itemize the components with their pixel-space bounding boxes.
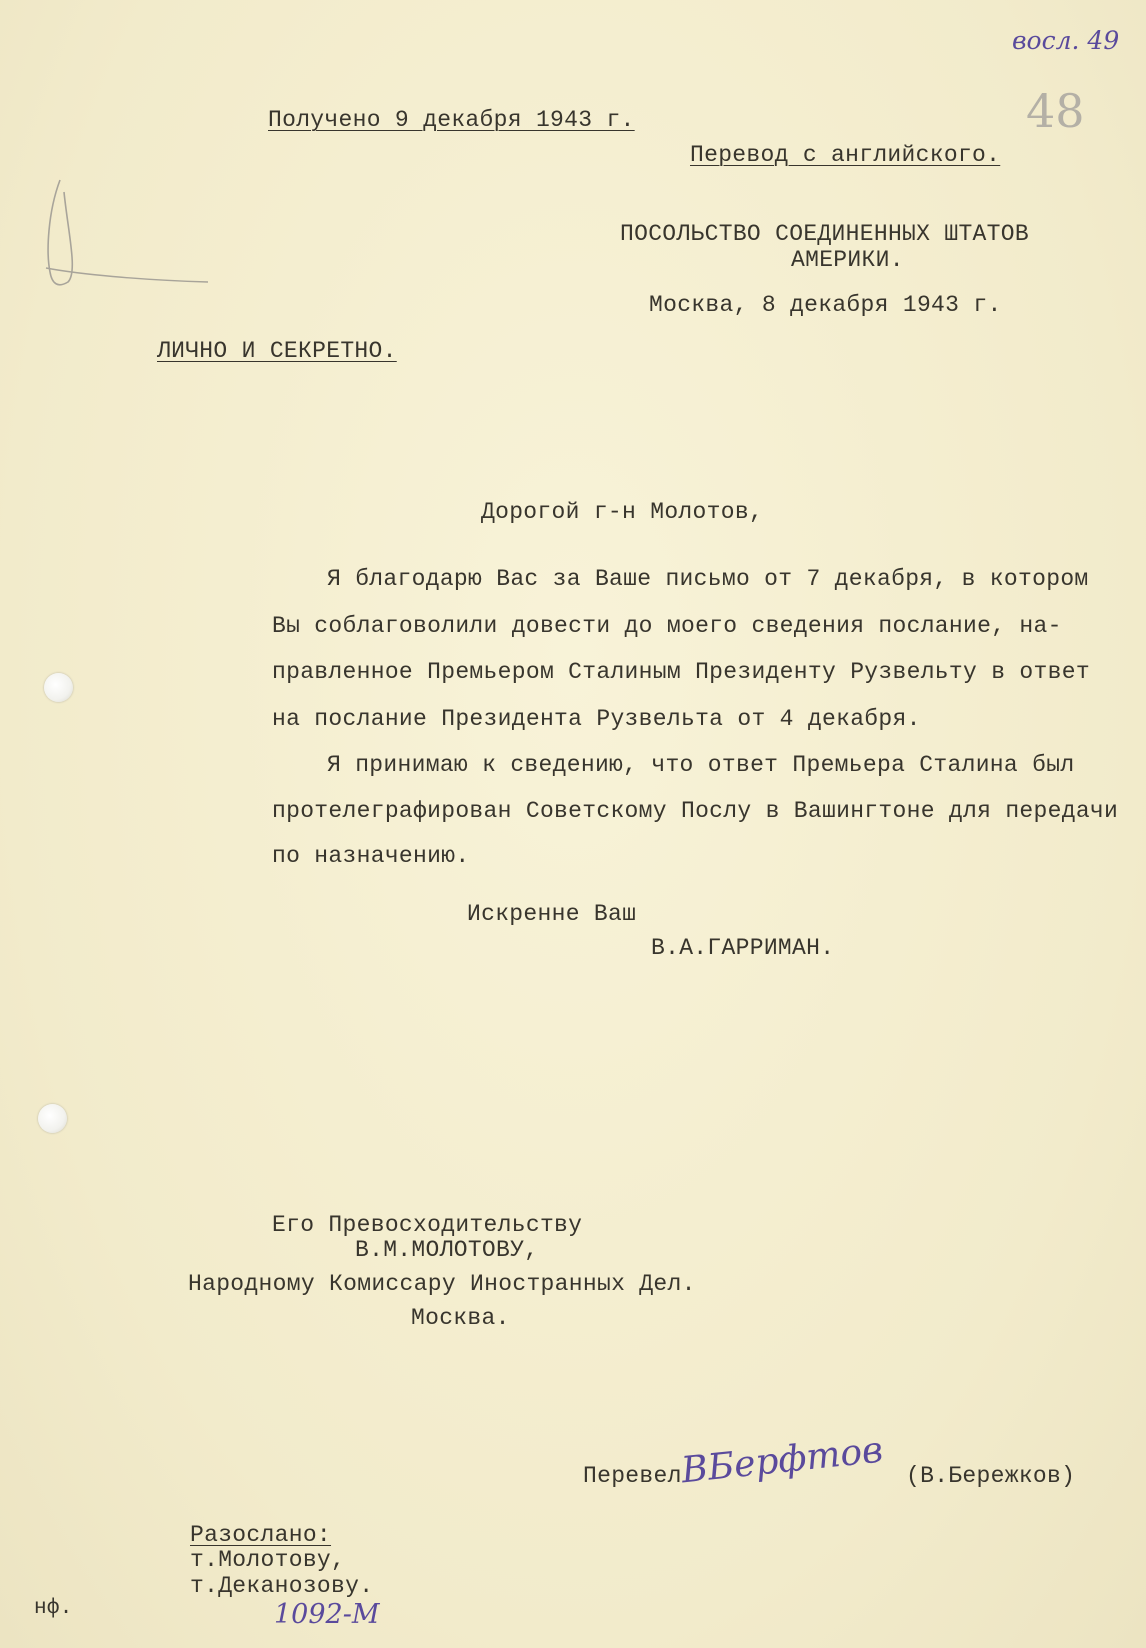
place-date: Москва, 8 декабря 1943 г. — [649, 292, 1002, 318]
pencil-number: 48 — [1026, 84, 1085, 138]
body-p1-line-3: правленное Премьером Сталиным Президенту Рузвельту в ответ — [272, 659, 1090, 685]
received-date: Получено 9 декабря 1943 г. — [268, 107, 635, 133]
body-p2-line-2: протелеграфирован Советскому Послу в Вашингтоне для передачи — [272, 798, 1119, 824]
punch-hole-bottom — [38, 1104, 67, 1133]
body-p1-line-4: на послание Президента Рузвельта от 4 декабря. — [272, 706, 921, 732]
embassy-line-1: ПОСОЛЬСТВО СОЕДИНЕННЫХ ШТАТОВ — [620, 221, 1029, 247]
pencil-stroke — [38, 172, 218, 302]
translation-note: Перевод с английского. — [690, 142, 1001, 168]
typist-initials: нф. — [34, 1597, 73, 1620]
body-p1-line-2: Вы соблаговолили довести до моего сведения послание, на- — [272, 613, 1062, 639]
classification: ЛИЧНО И СЕКРЕТНО. — [157, 338, 397, 364]
addressee-line-4: Москва. — [411, 1305, 510, 1331]
distribution-heading: Разослано: — [190, 1522, 332, 1548]
closing-phrase: Искренне Ваш — [467, 901, 637, 927]
salutation: Дорогой г-н Молотов, — [481, 499, 764, 525]
embassy-line-2: АМЕРИКИ. — [791, 247, 904, 273]
body-p1-line-1: Я благодарю Вас за Ваше письмо от 7 декабря, в котором — [327, 566, 1089, 592]
signatory: В.А.ГАРРИМАН. — [651, 935, 835, 961]
archive-note: восл. 49 — [1012, 26, 1120, 55]
translator-label: Перевел — [583, 1463, 682, 1489]
distribution-line-1: т.Молотову, — [190, 1547, 346, 1573]
punch-hole-top — [44, 673, 73, 702]
addressee-line-1: Его Превосходительству — [272, 1212, 583, 1238]
body-p2-line-3: по назначению. — [272, 843, 470, 869]
translator-signature: ВБерфтов — [679, 1429, 885, 1492]
body-p2-line-1: Я принимаю к сведению, что ответ Премьера Сталина был — [327, 752, 1075, 778]
distribution-line-2: т.Деканозову. — [190, 1573, 374, 1599]
addressee-line-3: Народному Комиссару Иностранных Дел. — [188, 1271, 696, 1297]
addressee-line-2: В.М.МОЛОТОВУ, — [355, 1237, 539, 1263]
handwritten-number: 1092-М — [274, 1599, 380, 1630]
translator-name: (В.Бережков) — [906, 1463, 1076, 1489]
